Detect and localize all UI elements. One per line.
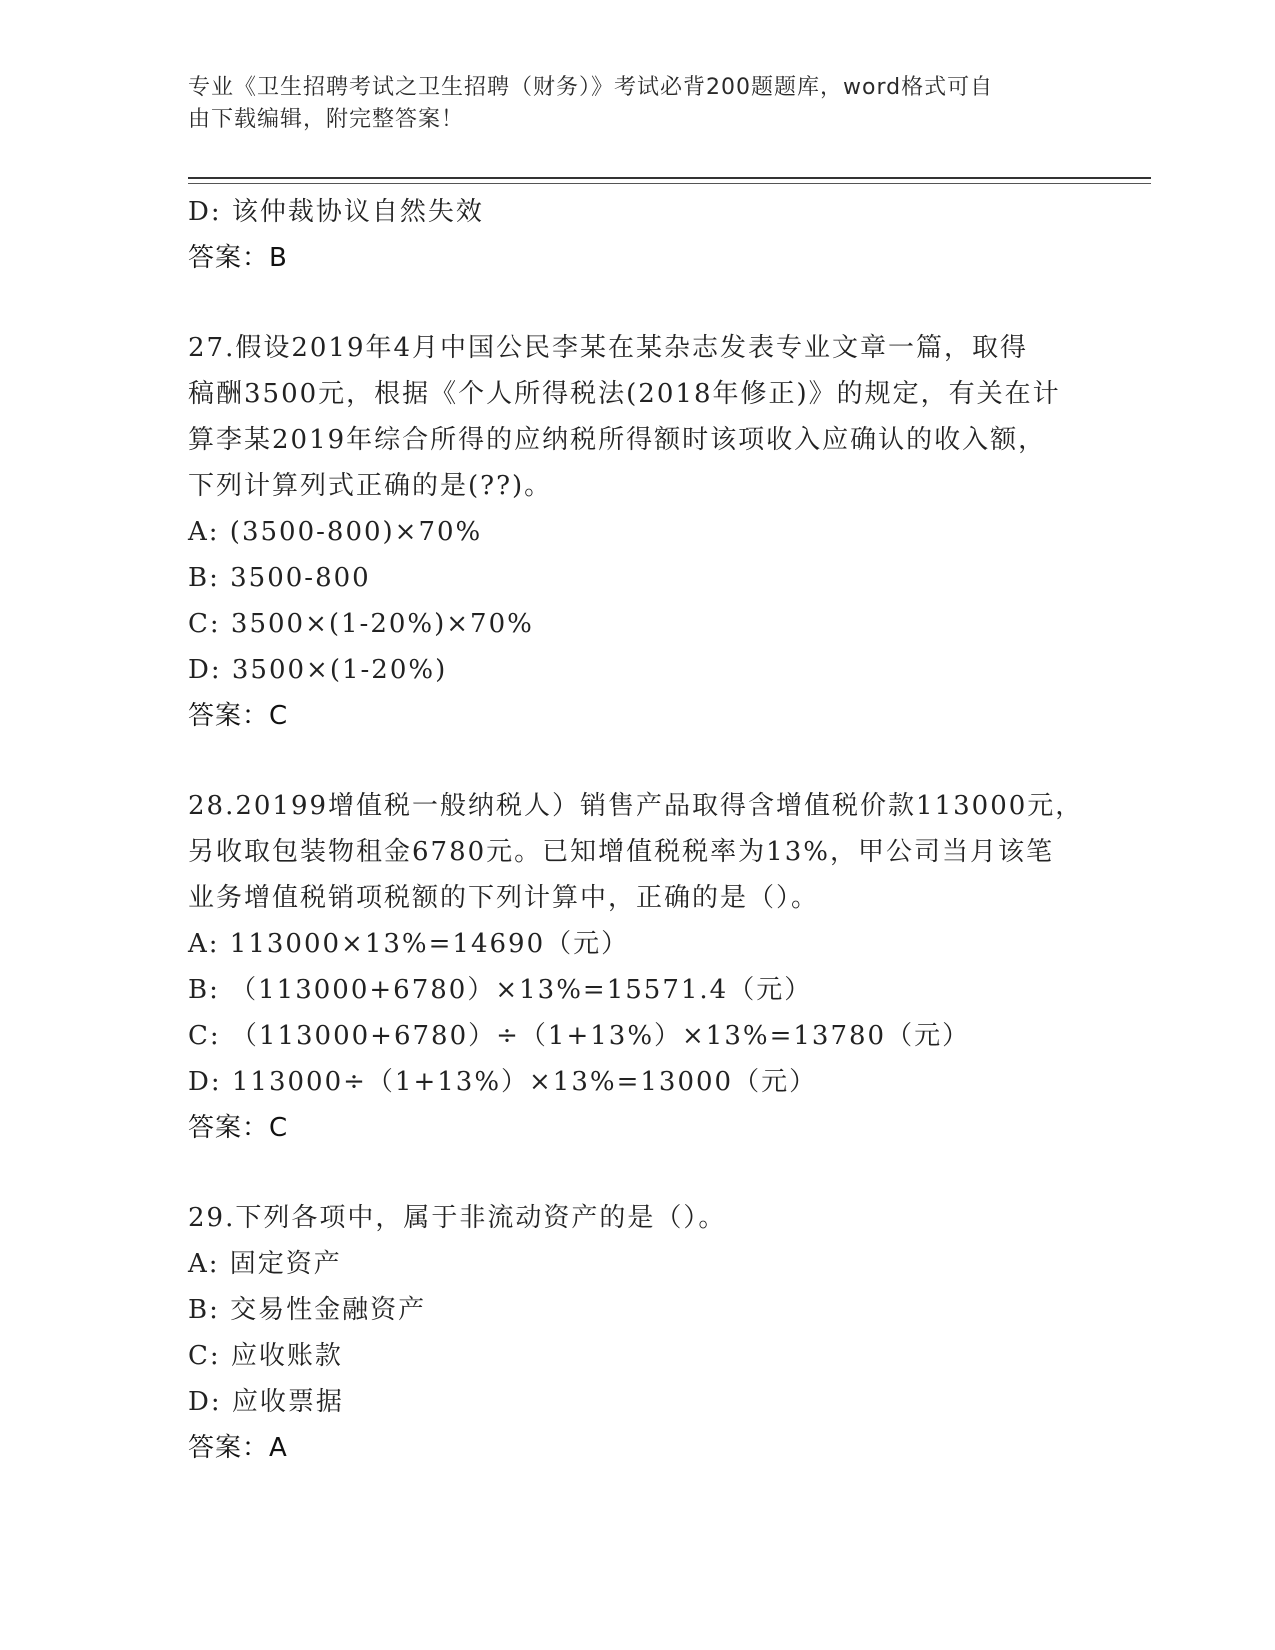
option-d: D: 该仲裁协议自然失效 bbox=[188, 197, 484, 227]
option-b: B: （113000+6780）×13%=15571.4（元） bbox=[188, 975, 813, 1005]
answer-line: 答案：C bbox=[188, 701, 289, 731]
option-d: D: 应收票据 bbox=[188, 1387, 344, 1417]
option-a: A: (3500-800)×70% bbox=[188, 517, 483, 547]
option-c: C: 应收账款 bbox=[188, 1341, 343, 1371]
question-28 bbox=[188, 783, 1088, 1151]
answer-line: 答案：C bbox=[188, 1113, 289, 1143]
question-stem-line: 稿酬3500元，根据《个人所得税法(2018年修正)》的规定，有关在计 bbox=[188, 379, 1061, 409]
question-29 bbox=[188, 1195, 1088, 1471]
answer-line: 答案：A bbox=[188, 1433, 288, 1463]
document-header bbox=[188, 72, 1068, 136]
header-rule-thick bbox=[188, 177, 1151, 179]
option-d: D: 3500×(1-20%) bbox=[188, 655, 448, 685]
question-stem-line: 下列计算列式正确的是(??)。 bbox=[188, 471, 553, 501]
answer-line: 答案：B bbox=[188, 243, 288, 273]
document-body bbox=[188, 189, 1088, 1471]
question-stem-line: 另收取包装物租金6780元。已知增值税税率为13%，甲公司当月该笔 bbox=[188, 837, 1054, 867]
option-b: B: 交易性金融资产 bbox=[188, 1295, 427, 1325]
question-stem-line: 业务增值税销项税额的下列计算中，正确的是（）。 bbox=[188, 883, 820, 913]
option-d: D: 113000÷（1+13%）×13%=13000（元） bbox=[188, 1067, 818, 1097]
option-b: B: 3500-800 bbox=[188, 563, 371, 593]
question-stem-line: 27.假设2019年4月中国公民李某在某杂志发表专业文章一篇，取得 bbox=[188, 333, 1029, 363]
header-line-2: 由下载编辑，附完整答案！ bbox=[188, 107, 465, 132]
previous-question-tail bbox=[188, 189, 1088, 281]
question-stem-line: 29.下列各项中，属于非流动资产的是（）。 bbox=[188, 1203, 727, 1233]
question-stem-line: 28.20199增值税一般纳税人）销售产品取得含增值税价款113000元， bbox=[188, 791, 1084, 821]
option-a: A: 固定资产 bbox=[188, 1249, 342, 1279]
header-line-1: 专业《卫生招聘考试之卫生招聘（财务）》考试必背200题题库，word格式可自 bbox=[188, 75, 994, 100]
option-c: C: （113000+6780）÷（1+13%）×13%=13780（元） bbox=[188, 1021, 971, 1051]
option-a: A: 113000×13%=14690（元） bbox=[188, 929, 630, 959]
option-c: C: 3500×(1-20%)×70% bbox=[188, 609, 534, 639]
question-stem-line: 算李某2019年综合所得的应纳税所得额时该项收入应确认的收入额， bbox=[188, 425, 1047, 455]
header-rule-thin bbox=[188, 183, 1151, 184]
question-27 bbox=[188, 325, 1088, 739]
